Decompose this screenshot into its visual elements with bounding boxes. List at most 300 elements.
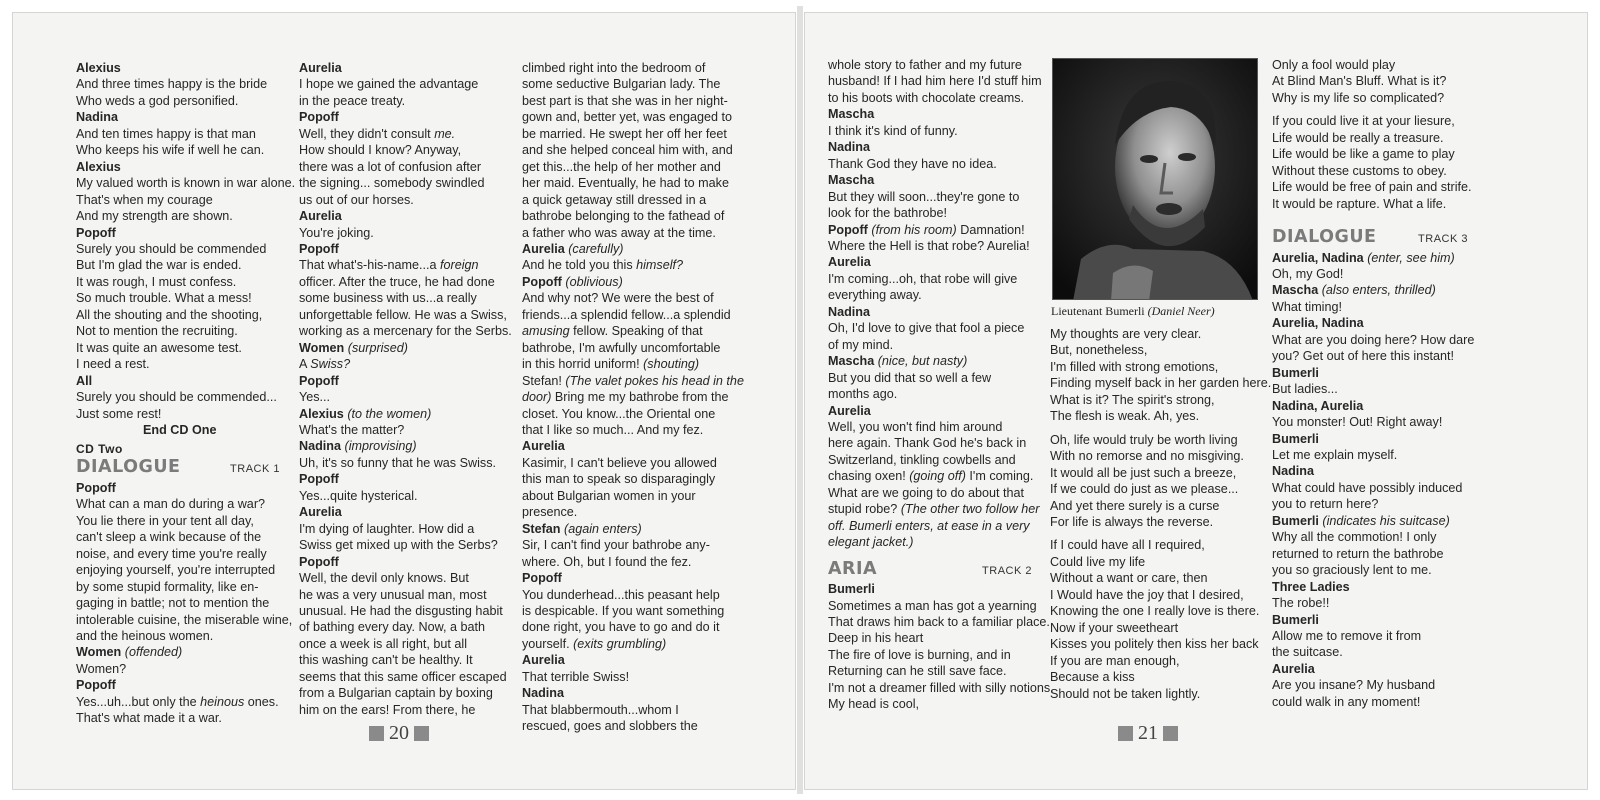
- dialogue-text: he was a very unusual man, most: [299, 587, 487, 602]
- dialogue-text: closet. You know...the Oriental one: [522, 406, 716, 421]
- dialogue-text: you so graciously lent to me.: [1272, 563, 1432, 578]
- speaker-line: [1272, 250, 1474, 266]
- text-line: [299, 636, 512, 652]
- dialogue-text: there was a lot of confusion after: [299, 159, 482, 174]
- text-line: [76, 562, 295, 578]
- text-line: [828, 647, 1054, 663]
- right-column-3: [1272, 57, 1474, 710]
- text-line: [522, 373, 744, 389]
- text-line: [1272, 546, 1474, 562]
- portrait-image: [1053, 59, 1258, 300]
- text-line: [76, 496, 295, 512]
- dialogue-text: by some stupid formality, like en-: [76, 579, 259, 594]
- dialogue-text: this man to speak so disparagingly: [522, 472, 716, 487]
- text-line: [299, 76, 512, 92]
- dialogue-text: of bathing every day. Now, a bath: [299, 620, 485, 635]
- speaker-line: [1272, 513, 1474, 529]
- stage-direction: (nice, but nasty): [877, 354, 968, 369]
- text-line: [828, 435, 1054, 451]
- dialogue-text: It was rough, I must confess.: [76, 274, 237, 289]
- dialogue-text: about Bulgarian women in your: [522, 488, 696, 503]
- speaker-line: [299, 406, 512, 422]
- right-column-1: [828, 57, 1054, 713]
- section-heading: [76, 457, 280, 477]
- dialogue-text: It was quite an awesome test.: [76, 340, 242, 355]
- text-line: [299, 175, 512, 191]
- dialogue-text: done right, you have to go and do it: [522, 620, 720, 635]
- italic-text: (exits grumbling): [573, 636, 667, 651]
- lyric-line: Kisses you politely then kiss her back: [1050, 637, 1259, 652]
- speaker-name: Nadina: [828, 140, 870, 155]
- dialogue-text: some business with us...a really: [299, 291, 477, 306]
- dialogue-text: from a Bulgarian captain by boxing: [299, 686, 493, 701]
- speaker-line: [1272, 315, 1474, 331]
- dialogue-text: gown and, better yet, was engaged to: [522, 110, 733, 125]
- text-line: [522, 126, 744, 142]
- speaker-line: [299, 241, 512, 257]
- dialogue-text: That blabbermouth...whom I: [522, 702, 679, 717]
- dialogue-text: The fire of love is burning, and in: [828, 647, 1011, 662]
- stage-direction: (to the women): [347, 406, 432, 421]
- text-line: [828, 156, 1054, 172]
- speaker-name: Popoff: [299, 110, 339, 125]
- speaker-line: [299, 471, 512, 487]
- dialogue-text: My valued worth is known in war alone.: [76, 176, 296, 191]
- speaker-name: Popoff: [299, 554, 339, 569]
- text-line: [522, 537, 744, 553]
- lyric-line: Only a fool would play: [1272, 58, 1396, 72]
- speaker-line: [76, 644, 295, 660]
- stage-direction: (indicates his suitcase): [1322, 513, 1450, 528]
- page-number: 21: [1138, 722, 1158, 744]
- speaker-line: [299, 554, 512, 570]
- text-line: [1272, 447, 1474, 463]
- text-line: [1272, 266, 1474, 282]
- dialogue-text: Thank God they have no idea.: [828, 156, 997, 171]
- text-line: [828, 696, 1054, 712]
- dialogue-text: rescued, goes and slobbers the: [522, 719, 698, 734]
- text-line: [76, 694, 295, 710]
- text-line: [299, 225, 512, 241]
- speaker-line: [1272, 282, 1474, 298]
- text-line: [299, 685, 512, 701]
- speaker-line: [1272, 661, 1474, 677]
- dialogue-text: you to return here?: [1272, 497, 1379, 512]
- dialogue-text: that I like so much... And my fez.: [522, 422, 704, 437]
- dialogue-text: That terrible Swiss!: [522, 669, 630, 684]
- lyric-line: What is it? The spirit's strong,: [1050, 392, 1215, 407]
- lyric-line: I'm filled with strong emotions,: [1050, 359, 1219, 374]
- text-line: [522, 619, 744, 635]
- dialogue-text: us out of our horses.: [299, 192, 414, 207]
- square-bullet-icon: [369, 726, 384, 741]
- text-line: [828, 320, 1054, 336]
- text-line: [76, 126, 295, 142]
- text-line: [828, 370, 1054, 386]
- text-line: [522, 340, 744, 356]
- dialogue-text: Deep in his heart: [828, 631, 924, 646]
- dialogue-text: enjoying yourself, you're interrupted: [76, 563, 276, 578]
- text-line: [76, 257, 295, 273]
- dialogue-text: You dunderhead...this peasant help: [522, 587, 720, 602]
- dialogue-text: Not to mention the recruiting.: [76, 324, 238, 339]
- dialogue-text: be married. He swept her off her feet: [522, 126, 727, 141]
- dialogue-text: But you did that so well a few: [828, 370, 992, 385]
- text-line: [522, 504, 744, 520]
- text-line: [828, 287, 1054, 303]
- speaker-name: Three Ladies: [1272, 579, 1350, 594]
- dialogue-text: How should I know? Anyway,: [299, 143, 462, 158]
- dialogue-text: And ten times happy is that man: [76, 126, 256, 141]
- dialogue-text: Switzerland, tinkling cowbells and: [828, 452, 1016, 467]
- text-line: [76, 389, 295, 405]
- dialogue-text: Surely you should be commended...: [76, 390, 277, 405]
- speaker-line: [76, 60, 295, 76]
- text-line: [299, 422, 512, 438]
- speaker-name: Mascha: [828, 354, 875, 369]
- text-line: [522, 76, 744, 92]
- dialogue-text: Bring me my bathrobe from the: [551, 390, 729, 405]
- speaker-name: Women: [76, 645, 122, 660]
- speaker-name: Popoff: [76, 225, 116, 240]
- text-line: [828, 337, 1054, 353]
- dialogue-text: of my mind.: [828, 337, 894, 352]
- dialogue-text: whole story to father and my future: [828, 58, 1022, 72]
- speaker-line: [299, 438, 512, 454]
- dialogue-text: a father who was away at the time.: [522, 225, 716, 240]
- page-number: 20: [389, 722, 409, 744]
- dialogue-text: here again. Thank God he's back in: [828, 436, 1027, 451]
- dialogue-text: chasing oxen!: [828, 469, 910, 484]
- dialogue-text: Why all the commotion! I only: [1272, 530, 1437, 545]
- dialogue-text: presence.: [522, 505, 578, 520]
- lyric-line: Life would be free of pain and strife.: [1272, 180, 1472, 195]
- track-label: TRACK 1: [230, 463, 280, 476]
- text-line: [828, 518, 1054, 534]
- text-line: [522, 406, 744, 422]
- dialogue-text: the signing... somebody swindled: [299, 176, 485, 191]
- text-line: [1272, 562, 1474, 578]
- italic-text: (shouting): [643, 357, 700, 372]
- text-line: [522, 109, 744, 125]
- italic-text: me.: [434, 126, 456, 141]
- speaker-name: Bumerli: [828, 582, 875, 597]
- lyric-line: The flesh is weak. Ah, yes.: [1050, 409, 1200, 424]
- dialogue-text: That's when my courage: [76, 192, 213, 207]
- dialogue-text: Who keeps his wife if well he can.: [76, 143, 265, 158]
- text-line: [828, 534, 1054, 550]
- text-line: [76, 208, 295, 224]
- stage-direction: (carefully): [568, 241, 624, 256]
- dialogue-text: Damnation!: [956, 222, 1025, 237]
- lyric-line: I Would have the joy that I desired,: [1050, 587, 1244, 602]
- dialogue-text: Uh, it's so funny that he was Swiss.: [299, 455, 496, 470]
- text-line: [828, 271, 1054, 287]
- text-line: [1272, 348, 1474, 364]
- text-line: [828, 123, 1054, 139]
- text-line: [828, 663, 1054, 679]
- speaker-name: Mascha: [828, 107, 875, 122]
- text-line: [828, 501, 1054, 517]
- text-line: [522, 455, 744, 471]
- dialogue-text: in the peace treaty.: [299, 93, 406, 108]
- dialogue-text: You lie there in your tent all day,: [76, 513, 254, 528]
- dialogue-text: Allow me to remove it from: [1272, 628, 1422, 643]
- stage-direction: (offended): [124, 645, 183, 660]
- dialogue-text: Just some rest!: [76, 406, 162, 421]
- text-line: [76, 192, 295, 208]
- dialogue-text: where. Oh, but I found the fez.: [522, 554, 692, 569]
- dialogue-text: to his boots with chocolate creams.: [828, 90, 1024, 105]
- text-line: [522, 159, 744, 175]
- dialogue-text: stupid robe?: [828, 502, 901, 517]
- speaker-line: [522, 652, 744, 668]
- text-line: [522, 356, 744, 372]
- lyric-line: Why is my life so complicated?: [1272, 90, 1445, 105]
- section-title: DIALOGUE: [1272, 227, 1377, 248]
- speaker-line: [828, 254, 1054, 270]
- text-line: [1272, 381, 1474, 397]
- text-line: [828, 598, 1054, 614]
- dialogue-text: And three times happy is the bride: [76, 77, 268, 92]
- lyric-line: It would be rapture. What a life.: [1272, 196, 1447, 211]
- dialogue-text: Sometimes a man has got a yearning: [828, 598, 1037, 613]
- dialogue-text: friends...a splendid fellow...a splendid: [522, 307, 731, 322]
- dialogue-text: Sir, I can't find your bathrobe any-: [522, 538, 710, 553]
- stage-direction: (surprised): [347, 340, 408, 355]
- speaker-line: [299, 373, 512, 389]
- stage-direction: (enter, see him): [1367, 250, 1455, 265]
- italic-text: heinous: [200, 694, 245, 709]
- speaker-name: Popoff: [76, 678, 116, 693]
- text-line: [299, 702, 512, 718]
- dialogue-text: So much trouble. What a mess!: [76, 291, 252, 306]
- dialogue-text: That draws him back to a familiar place.: [828, 614, 1050, 629]
- dialogue-text: That what's-his-name...a: [299, 258, 440, 273]
- text-line: [299, 142, 512, 158]
- text-line: [76, 406, 295, 422]
- text-line: [299, 455, 512, 471]
- speaker-line: [1272, 612, 1474, 628]
- dialogue-text: Are you insane? My husband: [1272, 678, 1436, 693]
- dialogue-text: bathrobe belonging to the fathead of: [522, 209, 725, 224]
- dialogue-text: best part is that she was in her night-: [522, 93, 728, 108]
- speaker-line: [76, 159, 295, 175]
- text-line: [522, 225, 744, 241]
- text-line: [828, 485, 1054, 501]
- dialogue-text: climbed right into the bedroom of: [522, 61, 706, 75]
- text-line: [76, 710, 295, 726]
- text-line: [828, 386, 1054, 402]
- dialogue-text: her maid. Eventually, he had to make: [522, 176, 729, 191]
- speaker-name: Stefan: [522, 521, 561, 536]
- stage-direction: (also enters, thrilled): [1321, 283, 1436, 298]
- stage-direction: (improvising): [344, 439, 417, 454]
- text-line: [76, 307, 295, 323]
- speaker-line: [828, 403, 1054, 419]
- speaker-line: [828, 139, 1054, 155]
- text-line: [1272, 299, 1474, 315]
- speaker-line: [76, 480, 295, 496]
- dialogue-text: seems that this same officer escaped: [299, 669, 507, 684]
- speaker-line: [828, 581, 1054, 597]
- text-line: [76, 579, 295, 595]
- speaker-line: [1272, 579, 1474, 595]
- text-line: [522, 323, 744, 339]
- text-line: [828, 614, 1054, 630]
- speaker-line: [299, 340, 512, 356]
- dialogue-text: everything away.: [828, 288, 922, 303]
- speaker-name: Aurelia: [522, 439, 565, 454]
- dialogue-text: a quick getaway still dressed in a: [522, 192, 707, 207]
- dialogue-text: him on the ears! From there, he: [299, 702, 476, 717]
- dialogue-text: you? Get out of here this instant!: [1272, 349, 1455, 364]
- text-line: [76, 340, 295, 356]
- speaker-name: Mascha: [828, 173, 875, 188]
- dialogue-text: fellow. Speaking of that: [569, 324, 703, 339]
- dialogue-text: And my strength are shown.: [76, 209, 233, 224]
- dialogue-text: What timing!: [1272, 299, 1342, 314]
- dialogue-text: and the heinous women.: [76, 628, 214, 643]
- speaker-line: [76, 373, 295, 389]
- caption-role: Lieutenant Bumerli: [1051, 304, 1145, 318]
- text-line: [299, 307, 512, 323]
- dialogue-text: Let me explain myself.: [1272, 447, 1398, 462]
- text-line: [299, 652, 512, 668]
- page-number-right: [1118, 722, 1178, 745]
- speaker-line: [299, 504, 512, 520]
- italic-text: amusing: [522, 324, 570, 339]
- text-line: [76, 628, 295, 644]
- speaker-name: Nadina, Aurelia: [1272, 398, 1364, 413]
- lyric-line: But, nonetheless,: [1050, 343, 1148, 358]
- speaker-name: Nadina: [1272, 464, 1314, 479]
- text-line: [299, 257, 512, 273]
- speaker-name: Popoff: [828, 222, 872, 237]
- dialogue-text: I'm coming...oh, that robe will give: [828, 271, 1018, 286]
- text-line: [522, 192, 744, 208]
- dialogue-text: get this...the help of her mother and: [522, 159, 721, 174]
- lyric-line: Without these customs to obey.: [1272, 163, 1447, 178]
- lyric-line: Could live my life: [1050, 554, 1146, 569]
- text-line: [299, 159, 512, 175]
- text-line: [299, 669, 512, 685]
- text-line: [522, 718, 744, 734]
- dialogue-text: in this horrid uniform!: [522, 357, 644, 372]
- dialogue-text: Well, the devil only knows. But: [299, 571, 469, 586]
- cd-two-label: CD Two: [76, 442, 123, 457]
- italic-text: Swiss?: [310, 357, 351, 372]
- text-line: [828, 630, 1054, 646]
- speaker-name: Aurelia: [828, 403, 871, 418]
- speaker-line: [1272, 431, 1474, 447]
- dialogue-text: is despicable. If you want something: [522, 603, 725, 618]
- dialogue-text: Surely you should be commended: [76, 241, 267, 256]
- text-line: [522, 142, 744, 158]
- dialogue-text: unforgettable fellow. He was a Swiss,: [299, 307, 507, 322]
- text-line: [522, 290, 744, 306]
- text-line: [522, 587, 744, 603]
- dialogue-text: And he told you this: [522, 258, 637, 273]
- italic-text: door): [522, 390, 552, 405]
- dialogue-text: officer. After the truce, he had done: [299, 274, 495, 289]
- dialogue-text: Yes...: [299, 390, 331, 405]
- speaker-name: Popoff: [299, 472, 339, 487]
- text-line: [1272, 628, 1474, 644]
- dialogue-text: You're joking.: [299, 225, 374, 240]
- dialogue-text: I'm coming.: [965, 469, 1034, 484]
- text-line: [522, 488, 744, 504]
- lyric-line: And yet there surely is a curse: [1050, 498, 1220, 513]
- speaker-line: [522, 685, 744, 701]
- dialogue-text: Oh, I'd love to give that fool a piece: [828, 321, 1025, 336]
- speaker-name: Popoff: [299, 241, 339, 256]
- dialogue-text: once a week is all right, but all: [299, 636, 468, 651]
- dialogue-text: Well, you won't find him around: [828, 419, 1003, 434]
- lyric-line: Life would be really a treasure.: [1272, 130, 1444, 145]
- speaker-name: Aurelia: [828, 255, 871, 270]
- lyric-line: If you are man enough,: [1050, 653, 1180, 668]
- text-line: [299, 389, 512, 405]
- italic-text: off. Bumerli enters, at ease in a very: [828, 518, 1030, 533]
- text-line: [1272, 677, 1474, 693]
- text-line: [299, 93, 512, 109]
- dialogue-text: What's the matter?: [299, 422, 405, 437]
- photo-caption: [1051, 304, 1215, 319]
- speaker-name: Women: [299, 340, 345, 355]
- speaker-name: Bumerli: [1272, 365, 1319, 380]
- text-line: [522, 257, 744, 273]
- dialogue-text: Stefan!: [522, 373, 566, 388]
- lyric-line: Should not be taken lightly.: [1050, 686, 1201, 701]
- speaker-name: Popoff: [522, 571, 562, 586]
- dialogue-text: noise, and every time you're really: [76, 546, 267, 561]
- speaker-line: [76, 109, 295, 125]
- speaker-name: Popoff: [522, 274, 562, 289]
- dialogue-text: working as a mercenary for the Serbs.: [299, 324, 512, 339]
- lyric-line: Because a kiss: [1050, 670, 1135, 685]
- speaker-name: Nadina: [76, 110, 118, 125]
- section-heading: [1272, 227, 1468, 247]
- lyric-line: Life would be like a game to play: [1272, 147, 1455, 162]
- speaker-name: Nadina: [828, 304, 870, 319]
- dialogue-text: My head is cool,: [828, 697, 919, 712]
- dialogue-text: Kasimir, I can't believe you allowed: [522, 455, 717, 470]
- speaker-line: [828, 106, 1054, 122]
- section-title: DIALOGUE: [76, 457, 181, 478]
- text-line: [1272, 414, 1474, 430]
- speaker-line: [1272, 398, 1474, 414]
- dialogue-text: I'm dying of laughter. How did a: [299, 521, 475, 536]
- speaker-name: Bumerli: [1272, 513, 1319, 528]
- track-label: TRACK 3: [1418, 233, 1468, 246]
- dialogue-text: Swiss get mixed up with the Serbs?: [299, 538, 498, 553]
- italic-text: himself?: [636, 258, 684, 273]
- dialogue-text: returned to return the bathrobe: [1272, 546, 1444, 561]
- left-column-3: [522, 60, 744, 735]
- speaker-name: Nadina: [522, 686, 564, 701]
- dialogue-text: The robe!!: [1272, 596, 1330, 611]
- dialogue-text: Yes...quite hysterical.: [299, 488, 418, 503]
- italic-text: (The valet pokes his head in the: [565, 373, 744, 388]
- text-line: [828, 90, 1054, 106]
- text-line: [299, 192, 512, 208]
- text-line: [299, 619, 512, 635]
- lyric-line: If you could live it at your liesure,: [1272, 114, 1455, 129]
- text-line: [299, 537, 512, 553]
- speaker-name: Alexius: [76, 61, 121, 75]
- dialogue-text: Returning can he still save face.: [828, 664, 1007, 679]
